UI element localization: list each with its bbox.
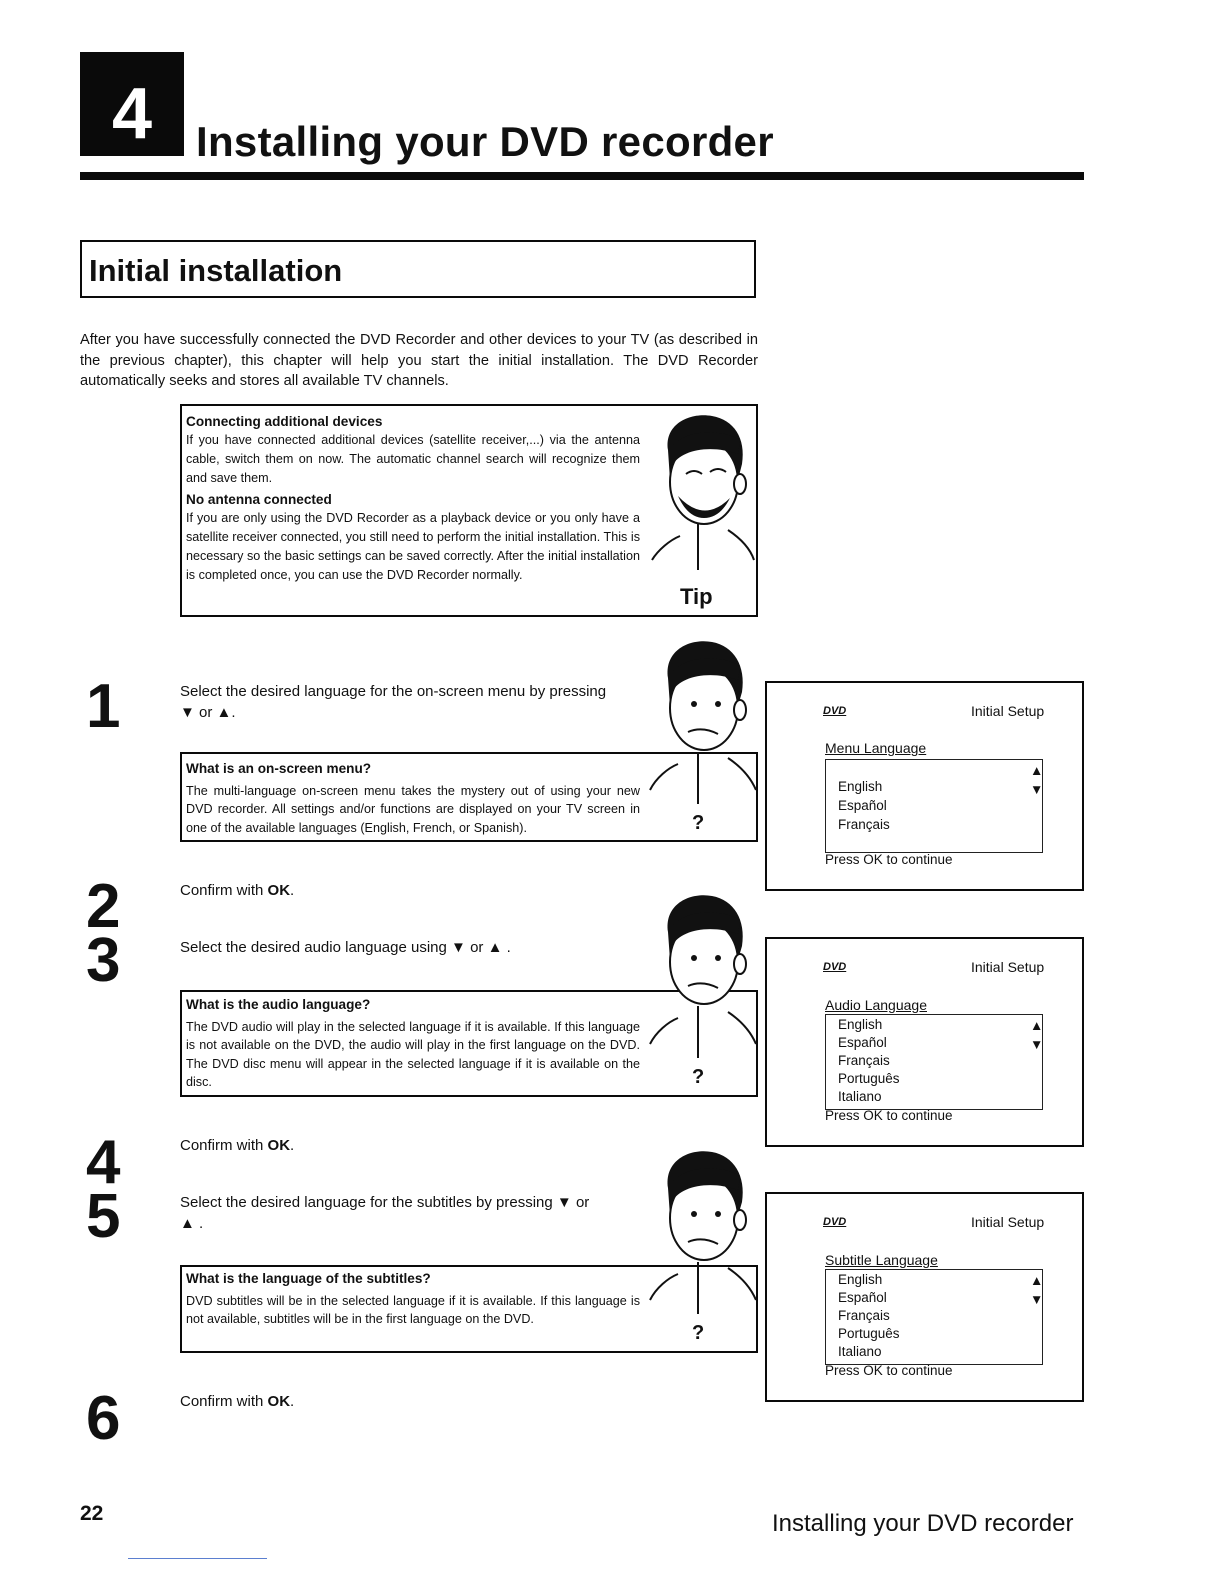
step-text: Select the desired language for the subtitles by pressing ▼ or ▲ . [180,1194,590,1232]
tip-heading-1: Connecting additional devices [186,414,383,429]
screen-title: Initial Setup [971,703,1045,719]
tv-screen-audio-language [765,937,1084,1147]
list-item[interactable]: Español [838,1290,887,1305]
list-item[interactable]: English [838,1272,883,1287]
list-item[interactable]: Português [838,1071,900,1086]
screen-footer: Press OK to continue [825,1108,953,1123]
down-arrow-icon: ▼ [180,704,195,721]
footer-link-line [128,1558,267,1559]
step-number: 3 [86,926,121,995]
question-mark: ? [692,1322,705,1344]
footer-title: Installing your DVD recorder [772,1510,1074,1537]
question-text: What is an on-screen menu? The multi-language on-screen menu takes the mystery out of using your new DVD recorder. All settings and/or functions are displayed on your TV screen in one of the available languages (English, French, or Spanish). [186,761,640,835]
step-number: 1 [86,672,121,741]
question-mark: ? [692,812,705,834]
ok-key: OK [267,882,291,899]
puzzled-man-icon [648,636,758,812]
screen-footer: Press OK to continue [825,1363,953,1378]
intro-paragraph: After you have successfully connected the DVD Recorder and other devices to your TV (as described in the previous chapter), this chapter will help you start the initial installation. The DVD Recorder automatically seeks and stores all available TV channels. [80,332,758,390]
scroll-arrows-icon: ▲ ▼ [1030,763,1044,797]
list-item[interactable]: Français [838,817,890,832]
step-text: Select the desired audio language using ▼ or ▲ . [180,939,511,956]
up-arrow-icon: ▲ [180,1215,195,1232]
down-arrow-icon: ▼ [556,1194,572,1211]
scroll-arrows-icon: ▲ ▼ [1030,1273,1044,1307]
list-item[interactable]: English [838,1017,883,1032]
list-item[interactable]: Español [838,798,887,813]
screen-title: Initial Setup [971,1214,1045,1230]
puzzled-man-icon [648,890,758,1066]
step-text: Confirm with OK. [180,1137,295,1154]
step-number: 4 [86,1128,121,1197]
tip-label: Tip [680,584,713,609]
step-number: 6 [86,1384,121,1453]
question-text: What is the audio language? The DVD audio will play in the selected language if it is available. If this language is not available on the DVD, the audio will play in the first language on the DVD. The DVD disc menu will appear in the selected language if it is available on the disc. [186,997,640,1090]
language-list[interactable] [825,1269,1043,1365]
up-arrow-icon: ▲ [487,939,503,956]
tv-screen-subtitle-language [765,1192,1084,1402]
puzzled-man-icon [648,1146,758,1322]
tip-paragraph-2: If you are only using the DVD Recorder as a playback device or you only have a satellite receiver connected, you still need to perform the initial installation. This is necessary so the basic settings can be saved correctly. After the initial installation is completed once, you can use the DVD Recorder normally. [186,511,640,582]
ok-key: OK [267,1393,291,1410]
list-item[interactable]: Italiano [838,1344,882,1359]
tip-heading-2: No antenna connected [186,492,332,507]
tip-text [186,412,640,587]
step-number: 5 [86,1182,121,1251]
list-item[interactable]: Français [838,1308,890,1323]
page-number: 22 [80,1502,104,1525]
down-arrow-icon: ▼ [451,939,466,956]
scroll-arrows-icon: ▲ ▼ [1030,1018,1044,1052]
dvd-logo-icon: DVD [823,705,847,717]
step-text: Confirm with OK. [180,882,295,899]
tv-screen-menu-language [765,681,1084,891]
tip-paragraph-1: If you have connected additional devices (satellite receiver,...) via the antenna cable, switch them on now. The automatic channel search will recognize them and save them. [186,433,640,485]
screen-footer: Press OK to continue [825,852,953,867]
screen-label: Audio Language [825,997,927,1013]
header-rule [80,172,1084,180]
dvd-logo-icon: DVD [823,961,847,973]
screen-label: Menu Language [825,740,927,756]
list-item[interactable]: Português [838,1326,900,1341]
question-text: What is the language of the subtitles? DVD subtitles will be in the selected language if it is available. If this language is not available, subtitles will be in the first language on the DVD. [186,1271,640,1327]
list-item[interactable]: Español [838,1035,887,1050]
list-item[interactable]: Français [838,1053,890,1068]
smiling-man-icon [650,410,756,580]
up-arrow-icon: ▲ [216,704,232,721]
screen-title: Initial Setup [971,959,1045,975]
step-text: Confirm with OK. [180,1393,295,1410]
list-item[interactable]: Italiano [838,1089,882,1104]
list-item[interactable]: English [838,779,883,794]
section-title: Initial installation [89,253,343,288]
language-list[interactable] [825,759,1043,853]
chapter-number: 4 [80,52,184,156]
step-text: Select the desired language for the on-screen menu by pressing ▼ or ▲. [180,683,607,721]
language-list[interactable] [825,1014,1043,1110]
question-mark: ? [692,1066,705,1088]
ok-key: OK [267,1137,291,1154]
chapter-title: Installing your DVD recorder [196,118,774,165]
screen-label: Subtitle Language [825,1252,938,1268]
step-number: 2 [86,872,121,941]
dvd-logo-icon: DVD [823,1216,847,1228]
